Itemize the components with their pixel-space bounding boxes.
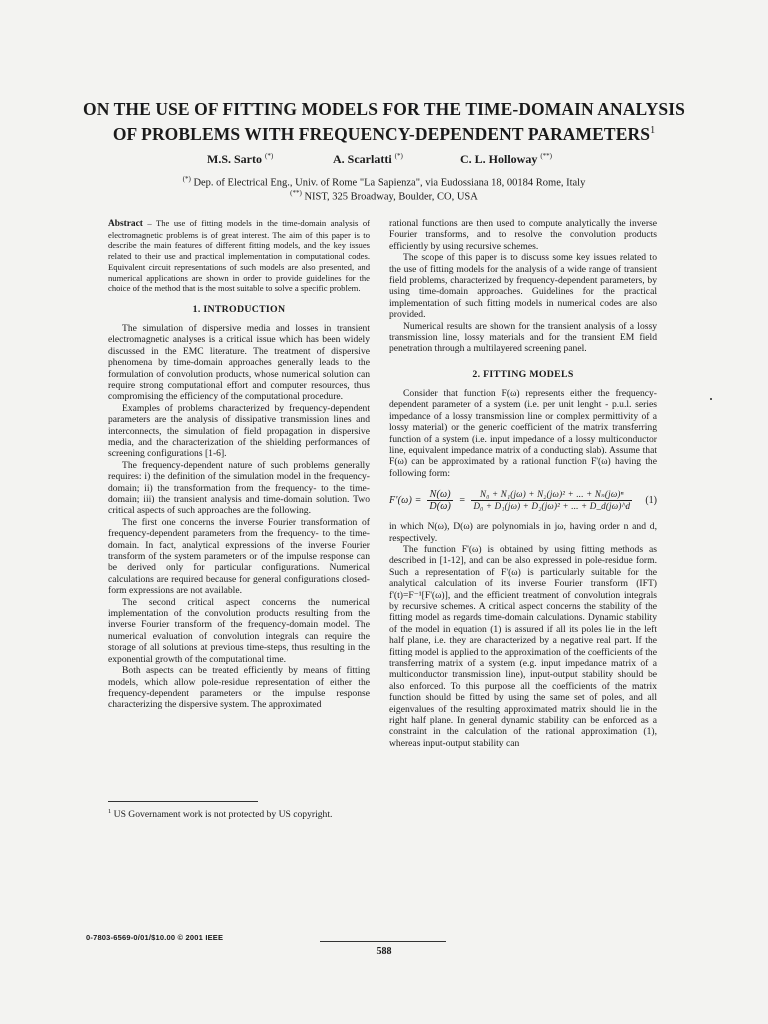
affiliation-1: (*) Dep. of Electrical Eng., Univ. of Rome "La Sapienza", via Eudossiana 18, 00184 Rome, Italy — [182, 175, 586, 189]
title-line-2: OF PROBLEMS WITH FREQUENCY-DEPENDENT PARAMETERS — [112, 123, 651, 144]
paragraph: The first one concerns the inverse Fourier transformation of frequency-dependent parameters from the frequency- to the time-domain. In fact, analytical expressions of the inverse Fourier transform of the system parameters or of the impulse response can be derived only for particular configurations. Numerical calculations are required because for general configurations closed-form expressions are not available. — [108, 516, 370, 597]
abstract-label: Abstract — [108, 219, 143, 229]
paragraph: Consider that function F(ω) represents either the frequency-dependent parameter of a system (i.e. per unit lenght - p.u.l. series impedance of a lossy transmission line or complex permittivity of a lossy material) or the generic coefficient of the matrix transferring function of a system (i.e. input impedance of a lossy multiconductor line, equivalent impedance matrix of a conducting slab). Assume that F(ω) can be approximated by a rational function F'(ω) having the following form: — [389, 387, 657, 479]
page-number-rule — [320, 941, 446, 942]
equation-number: (1) — [645, 494, 657, 506]
paragraph: Both aspects can be treated efficiently by means of fitting models, which allow pole-residue representation of either the frequency-dependent parameters or the impulse response characterizing the dispersive system. The approximated — [108, 665, 370, 711]
footnote-rule — [108, 801, 258, 802]
paragraph: The function F'(ω) is obtained by using fitting methods as described in [1-12], and can be also expressed in pole-residue form. Such a representation of F'(ω) is particularly suitable for the analytical calculation of its inverse Fourier transform (IFT) f'(t)=F⁻¹[F'(ω)], and the efficient treatment of convolution integrals by recursive schemes. A critical aspect concerns the stability of the fitting model as regards time-domain calculations. Dynamic stability of the model in equation (1) is assured if all its poles lie in the left half plane, i.e. they are characterized by a negative real part. If the fitting model is applied to the approximation of the coefficients of the transferring matrix of a system (e.g. input impedance matrix of a multiconductor transmission line), input-output stability should be also enforced. To this purpose all the coefficients of the matrix function should be fitted by using the same set of poles, and all eigenvalues of the resulting approximated matrix should lie in the right half plane. In general dynamic stability can be enforced as a constraint in the calculation of the rational approximation (1), whereas input-output stability can — [389, 543, 657, 749]
affiliation-2: (**) NIST, 325 Broadway, Boulder, CO, USA — [290, 189, 478, 203]
paragraph: The frequency-dependent nature of such problems generally requires: i) the definition of the simulation model in the frequency-domain; ii) the transformation from the frequency- to the time-domain; iii) the transient analysis and time-domain solution. Two critical aspects of such approaches are the following. — [108, 459, 370, 517]
title-footnote-mark: 1 — [650, 125, 656, 136]
author-3: C. L. Holloway (**) — [460, 152, 553, 166]
footnote: $^1$ US Governament work is not protected by US copyright. — [108, 808, 333, 821]
page-number: 588 — [376, 946, 392, 957]
left-column — [108, 218, 370, 711]
author-2: A. Scarlatti (*) — [333, 152, 403, 166]
title-line-1: ON THE USE OF FITTING MODELS FOR THE TIME-DOMAIN ANALYSIS — [83, 99, 685, 119]
right-column — [389, 218, 657, 749]
author-list — [0, 152, 768, 168]
paragraph: The second critical aspect concerns the numerical implementation of the convolution products resulting from the inverse Fourier transform of the frequency-domain model. The numerical evaluation of convolution integrals can require the storage of all solutions at previous time-steps, thus resulting in the exponential growth of the computational time. — [108, 596, 370, 665]
paragraph: The simulation of dispersive media and losses in transient electromagnetic analyses is a critical issue which has been widely discussed in the EMC literature. The treatment of dispersive phenomena by time-domain approaches generally leads to the formulation of convolution products, whose numerical solution can require strong computational effort and computer resources, thus compromising the efficiency of the computational procedure. — [108, 322, 370, 403]
paragraph: Numerical results are shown for the transient analysis of a lossy transmission line, lossy materials and for the transient EM field penetration through a multilayered screening panel. — [389, 320, 657, 355]
paragraph: Examples of problems characterized by frequency-dependent parameters are the analysis of dissipative transmission lines and interconnects, the simulation of field propagation in dispersive media, and the characterization of the shielding performances of screening configurations [1-6]. — [108, 402, 370, 460]
section-heading-introduction: 1. INTRODUCTION — [192, 303, 286, 315]
stray-mark — [710, 398, 712, 400]
paragraph: in which N(ω), D(ω) are polynomials in jω, having order n and d, respectively. — [389, 521, 657, 544]
section-heading-fitting-models: 2. FITTING MODELS — [472, 368, 574, 380]
equation-1 — [389, 483, 657, 517]
paper-title — [60, 99, 708, 145]
isbn-copyright: 0-7803-6569-0/01/$10.00 © 2001 IEEE — [86, 933, 224, 942]
abstract: Abstract – The use of fitting models in the time-domain analysis of electromagnetic problems is of great interest. The aim of this paper is to describe the main features of different fitting models, and the key issues related to their use and practical implementation in computational codes. Equivalent circuit representations of such models are also presented, and numerical applications are shown in order to provide guidelines for the choice of the method that is the most suitable to solve a specific problem. — [108, 218, 370, 294]
paragraph: rational functions are then used to compute analytically the inverse Fourier transforms, and to resolve the convolution products efficiently by using recursive schemes. — [389, 218, 657, 252]
equation-formula: F'(ω) = $\frac{N(\omega)}{D(\omega)}$ = $\frac{\text{N₀ + N₁(jω) + N₂(jω)² + ... + Nₙ(jω)ⁿ}}{\text{D₀ + D₁(jω) + D₂(jω)² + ... + D\_d(jω)\textasciicircum{}d}}$ — [389, 488, 631, 512]
paragraph: The scope of this paper is to discuss some key issues related to the use of fitting models for the analysis of a wide range of transient field problems, characterized by frequency-dependent parameters, by using time-domain approaches. Guidelines for the practical implementation of such fitting models in numerical codes are also provided. — [389, 252, 657, 321]
author-1: M.S. Sarto (*) — [207, 152, 274, 166]
